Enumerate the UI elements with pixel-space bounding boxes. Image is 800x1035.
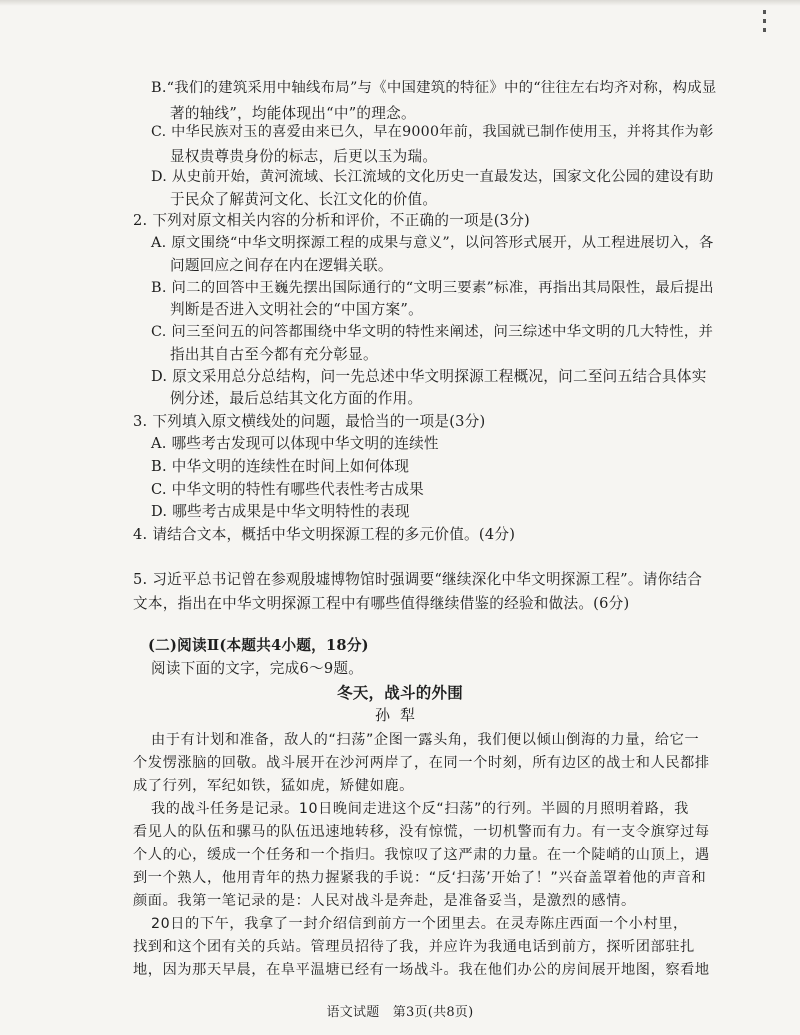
q3-stem: 3. 下列填入原文横线处的问题，最恰当的一项是(3分) xyxy=(133,413,486,430)
q5-stem-cont: 文本，指出在中华文明探源工程中有哪些值得继续借鉴的经验和做法。(6分) xyxy=(133,595,630,612)
q3-option-d: D. 哪些考古成果是中华文明特性的表现 xyxy=(151,503,410,520)
article-author: 孙犁 xyxy=(374,706,425,724)
article-paragraph-2-line: 到一个熟人，他用青年的热力握紧我的手说：“反‘扫荡’开始了！”兴奋盖罩着他的声音和 xyxy=(133,870,707,886)
article-paragraph-3-line: 地，因为那天早晨，在阜平温塘已经有一场战斗。我在他们办公的房间展开地图，察看地 xyxy=(133,962,710,978)
q1-option-b-cont: 著的轴线”，均能体现出“中”的理念。 xyxy=(170,105,416,122)
page-footer: 语文试题 第3页(共8页) xyxy=(326,1005,474,1020)
article-paragraph-1-line: 个发愣涨脑的回敬。战斗展开在沙河两岸了，在同一个时刻，所有边区的战士和人民都排 xyxy=(133,755,710,771)
q2-option-d-cont: 例分述，最后总结其文化方面的作用。 xyxy=(170,390,423,407)
q1-option-c: C. 中华民族对玉的喜爱由来已久，早在9000年前，我国就已制作使用玉，并将其作为彰 xyxy=(151,124,714,140)
q2-option-b: B. 问二的回答中王巍先摆出国际通行的“文明三要素”标准，再指出其局限性，最后提出 xyxy=(151,280,714,296)
article-title: 冬天，战斗的外围 xyxy=(336,683,463,702)
article-paragraph-2-line: 个人的心，缓成一个任务和一个指归。我惊叹了这严肃的力量。在一个陡峭的山顶上，遇 xyxy=(133,847,710,863)
q3-option-c: C. 中华文明的特性有哪些代表性考古成果 xyxy=(151,481,425,498)
q1-option-d: D. 从史前开始，黄河流域、长江流域的文化历史一直最发达，国家文化公园的建设有助 xyxy=(151,169,714,185)
q3-option-b: B. 中华文明的连续性在时间上如何体现 xyxy=(151,458,410,475)
article-paragraph-2-line: 颜面。我第一笔记录的是：人民对战斗是奔赴，是准备妥当，是激烈的感情。 xyxy=(133,893,636,909)
q5-stem: 5. 习近平总书记曾在参观殷墟博物馆时强调要“继续深化中华文明探源工程”。请你结合 xyxy=(133,571,703,588)
q3-option-a: A. 哪些考古发现可以体现中华文明的连续性 xyxy=(151,435,439,452)
section-heading: (二)阅读Ⅱ(本题共4小题，18分) xyxy=(148,637,369,654)
q4-stem: 4. 请结合文本，概括中华文明探源工程的多元价值。(4分) xyxy=(133,526,516,543)
q1-option-d-cont: 于民众了解黄河文化、长江文化的价值。 xyxy=(170,191,438,208)
q2-stem: 2. 下列对原文相关内容的分析和评价，不正确的一项是(3分) xyxy=(133,212,530,229)
q2-option-d: D. 原文采用总分总结构，问一先总述中华文明探源工程概况，问二至问五结合具体实 xyxy=(151,368,707,385)
q2-option-b-cont: 判断是否进入文明社会的“中国方案”。 xyxy=(170,301,423,318)
q2-option-c-cont: 指出其自古至今都有充分彰显。 xyxy=(170,346,378,363)
q2-option-a: A. 原文围绕“中华文明探源工程的成果与意义”，以问答形式展开，从工程进展切入，各 xyxy=(151,235,714,251)
article-paragraph-2-line: 看见人的队伍和骡马的队伍迅速地转移，没有惊慌，一切机警而有力。有一支令旗穿过每 xyxy=(133,824,710,840)
q2-option-a-cont: 问题回应之间存在内在逻辑关联。 xyxy=(170,257,393,274)
article-paragraph-2: 我的战斗任务是记录。10日晚间走进这个反“扫荡”的行列。半圆的月照明着路，我 xyxy=(151,801,689,817)
q2-option-c: C. 问三至问五的问答都围绕中华文明的特性来阐述，问三综述中华文明的几大特性，并 xyxy=(151,324,714,340)
section-instruction: 阅读下面的文字，完成6～9题。 xyxy=(151,660,364,677)
article-paragraph-3-line: 找到和这个团有关的兵站。管理员招待了我，并应许为我通电话到前方，探听团部驻扎 xyxy=(133,939,695,955)
q1-option-c-cont: 显权贵尊贵身份的标志，后更以玉为瑞。 xyxy=(170,148,438,165)
q1-option-b: B.“我们的建筑采用中轴线布局”与《中国建筑的特征》中的“往往左右均齐对称，构成显 xyxy=(151,80,717,96)
article-paragraph-1-line: 成了行列，军纪如铁，猛如虎，矫健如鹿。 xyxy=(133,778,414,794)
article-paragraph-3: 20日的下午，我拿了一封介绍信到前方一个团里去。在灵寿陈庄西面一个小村里， xyxy=(151,916,688,932)
article-paragraph-1: 由于有计划和准备，敌人的“扫荡”企图一露头角，我们便以倾山倒海的力量，给它一 xyxy=(151,732,700,748)
